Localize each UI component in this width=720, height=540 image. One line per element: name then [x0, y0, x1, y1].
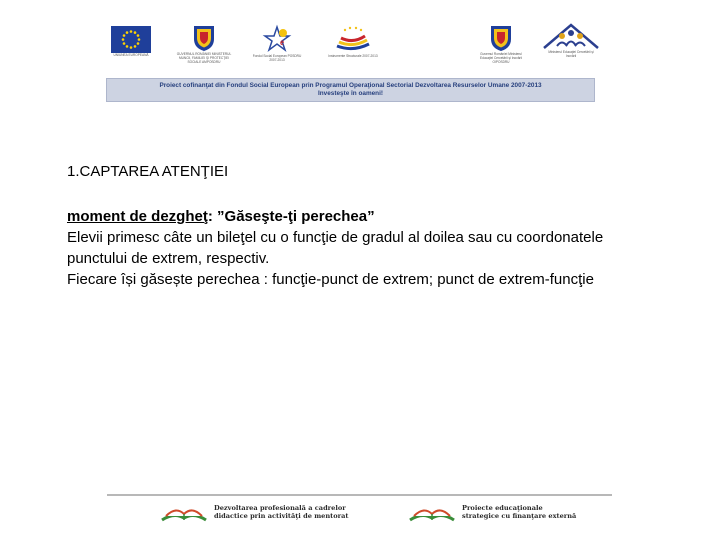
- oiposdru-logo: [476, 24, 526, 64]
- oiposdru-caption: Guvernul României Ministerul Educaţiei Cercetării şi Inovării OIPOSDRU: [480, 52, 522, 64]
- subtitle-underlined: moment de dezgheţ: [67, 208, 208, 225]
- ministry-caption: GUVERNUL ROMÂNIEI MINISTERUL MUNCII, FAMILIEI ŞI PROTECŢIEI SOCIALE AMPOSDRU: [176, 52, 232, 64]
- mentorat-logo-icon: [540, 22, 602, 50]
- paragraph-1: Elevii primesc câte un bileţel cu o funcţie de gradul al doilea sau cu coordonatele punctului de extrem, respectiv.: [67, 229, 604, 267]
- instrumente-caption: Instrumente Structurale 2007-2013: [328, 54, 378, 58]
- mentorat-caption: Ministerul Educaţiei Cercetării şi Inovării: [548, 50, 594, 58]
- banner-line-2: Investeşte în oameni!: [318, 90, 383, 97]
- footer-left: [160, 500, 354, 524]
- svg-text:e: e: [280, 37, 284, 47]
- footer-right: [408, 500, 582, 524]
- fse-logo: [252, 24, 302, 63]
- fse-caption: Fondul Social European POSDRU 2007-2013: [252, 54, 302, 62]
- activity-description: [67, 206, 667, 290]
- open-book-icon: [160, 500, 208, 524]
- romania-crest-icon: [192, 24, 216, 52]
- fse-star-icon: [260, 24, 294, 54]
- cofinancing-banner: [106, 78, 595, 102]
- instrumente-structurale-icon: [333, 24, 373, 54]
- eu-flag-icon: [111, 26, 151, 53]
- banner-line-1: Proiect cofinanţat din Fondul Social European prin Programul Operaţional Sectorial Dezvoltarea Resurselor Umane 2007-2013: [159, 82, 542, 89]
- open-book-icon: [408, 500, 456, 524]
- eu-logo: [106, 26, 156, 58]
- activity-subtitle: [67, 206, 667, 227]
- romania-ministry-logo: [176, 24, 232, 64]
- romania-crest-2-icon: [489, 24, 513, 52]
- instrumente-structurale-logo: [328, 24, 378, 59]
- mentorat-logo: [540, 22, 602, 59]
- footer-left-text: Dezvoltarea profesională a cadrelor didactice prin activităţi de mentorat: [214, 503, 349, 520]
- paragraph-2: Fiecare își găsește perechea : funcţie-punct de extrem; punct de extrem-funcţie: [67, 271, 594, 288]
- subtitle-rest: : ”Găseşte-ţi perechea”: [207, 208, 375, 225]
- eu-caption: UNIUNEA EUROPEANĂ: [113, 53, 149, 57]
- footer-divider: [107, 494, 612, 496]
- footer-right-text: Proiecte educaţionale strategice cu finanţare externă: [462, 503, 577, 520]
- section-heading: 1.CAPTAREA ATENŢIEI: [67, 163, 229, 180]
